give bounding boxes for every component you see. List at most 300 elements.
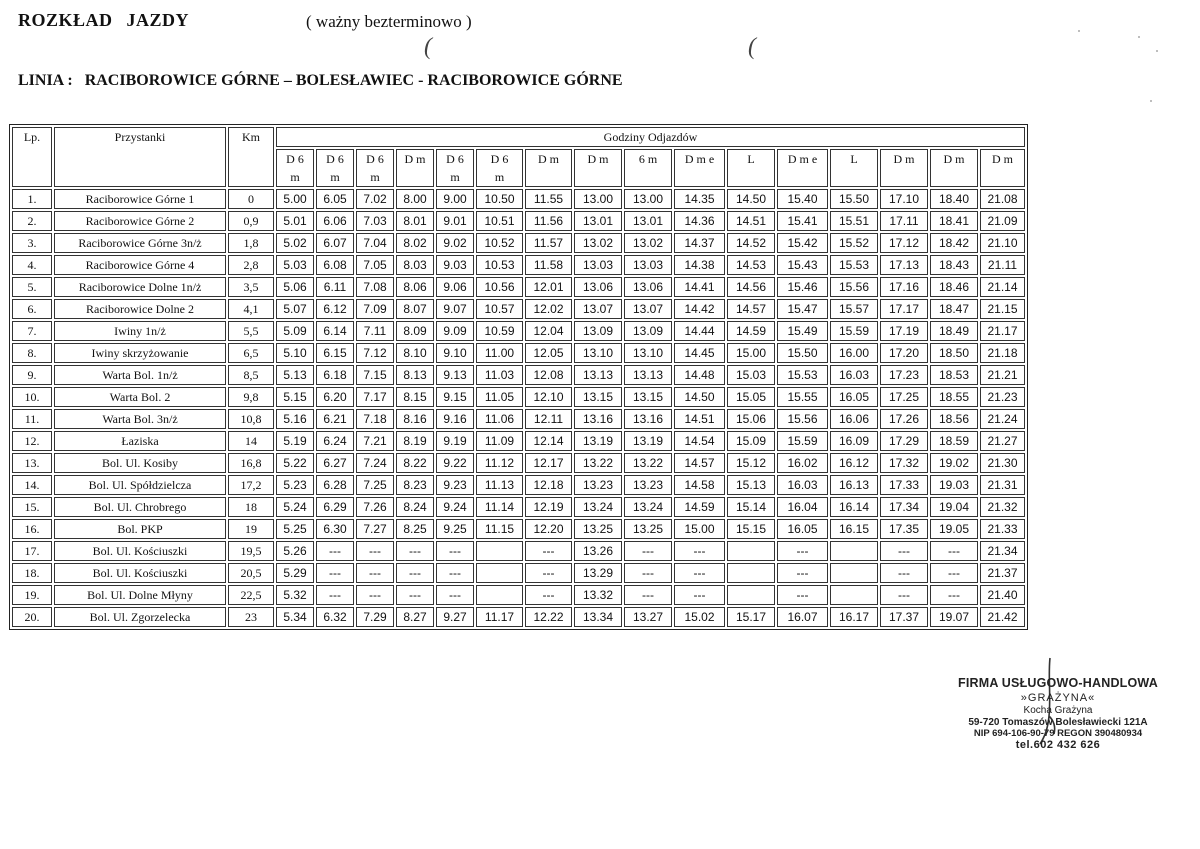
- departure-time: 15.50: [777, 343, 828, 363]
- stop-km: 0,9: [228, 211, 274, 231]
- departure-time: 13.23: [624, 475, 672, 495]
- validity-note: ( ważny bezterminowo ): [306, 12, 472, 31]
- scan-speck: [1156, 50, 1158, 52]
- table-row: [12, 519, 1025, 539]
- departure-time: ---: [356, 585, 394, 605]
- departure-time: ---: [525, 585, 572, 605]
- departure-time: ---: [777, 585, 828, 605]
- table-row: [12, 365, 1025, 385]
- departure-time: ---: [396, 585, 434, 605]
- course-header: [830, 149, 878, 187]
- departure-time: 17.29: [880, 431, 928, 451]
- departure-time: 5.16: [276, 409, 314, 429]
- departure-time: 12.02: [525, 299, 572, 319]
- departure-time: 21.17: [980, 321, 1025, 341]
- company-stamp: [958, 676, 1158, 751]
- departure-time: 17.33: [880, 475, 928, 495]
- departure-time: 17.26: [880, 409, 928, 429]
- departure-time: 16.12: [830, 453, 878, 473]
- departure-time: 11.15: [476, 519, 523, 539]
- departure-time: 11.12: [476, 453, 523, 473]
- departure-time: 17.11: [880, 211, 928, 231]
- departure-time: 13.23: [574, 475, 622, 495]
- departure-time: 5.13: [276, 365, 314, 385]
- departure-time: 15.51: [830, 211, 878, 231]
- departure-time: 16.17: [830, 607, 878, 627]
- departure-time: 16.14: [830, 497, 878, 517]
- departure-time: [727, 541, 775, 561]
- departure-time: 11.57: [525, 233, 572, 253]
- table-row: [12, 233, 1025, 253]
- departure-time: 15.09: [727, 431, 775, 451]
- departure-time: 16.05: [830, 387, 878, 407]
- departure-time: 8.27: [396, 607, 434, 627]
- departure-time: 13.07: [624, 299, 672, 319]
- departure-time: 8.06: [396, 277, 434, 297]
- stamp-address: 59-720 Tomaszów Bolesławiecki 121A: [968, 717, 1148, 728]
- departure-time: 21.24: [980, 409, 1025, 429]
- departure-time: 14.57: [727, 299, 775, 319]
- departure-time: 14.36: [674, 211, 725, 231]
- stop-name: Bol. PKP: [54, 519, 226, 539]
- departure-time: 14.42: [674, 299, 725, 319]
- departure-time: 10.53: [476, 255, 523, 275]
- departure-time: 16.06: [830, 409, 878, 429]
- stop-km: 3,5: [228, 277, 274, 297]
- departure-time: 13.01: [624, 211, 672, 231]
- departure-time: 8.22: [396, 453, 434, 473]
- departure-time: 21.18: [980, 343, 1025, 363]
- departure-time: 17.32: [880, 453, 928, 473]
- header-departures: Godziny Odjazdów: [276, 127, 1025, 147]
- departure-time: 7.11: [356, 321, 394, 341]
- departure-time: 5.34: [276, 607, 314, 627]
- departure-time: 15.15: [727, 519, 775, 539]
- departure-time: 7.02: [356, 189, 394, 209]
- course-header: [316, 149, 354, 187]
- course-header: [674, 149, 725, 187]
- course-code: D 6: [446, 152, 464, 166]
- departure-time: 5.07: [276, 299, 314, 319]
- row-number: 3.: [12, 233, 52, 253]
- departure-time: 5.23: [276, 475, 314, 495]
- row-number: 14.: [12, 475, 52, 495]
- departure-time: 13.29: [574, 563, 622, 583]
- stop-name: Bol. Ul. Kościuszki: [54, 541, 226, 561]
- course-header: [624, 149, 672, 187]
- departure-time: 19.05: [930, 519, 978, 539]
- row-number: 2.: [12, 211, 52, 231]
- departure-time: 21.32: [980, 497, 1025, 517]
- departure-time: ---: [674, 585, 725, 605]
- table-row: [12, 475, 1025, 495]
- departure-time: 11.55: [525, 189, 572, 209]
- departure-time: 15.57: [830, 299, 878, 319]
- row-number: 1.: [12, 189, 52, 209]
- departure-time: 9.03: [436, 255, 474, 275]
- departure-time: 7.09: [356, 299, 394, 319]
- stop-name: Raciborowice Dolne 2: [54, 299, 226, 319]
- departure-time: 15.49: [777, 321, 828, 341]
- departure-time: 12.08: [525, 365, 572, 385]
- departure-time: 18.46: [930, 277, 978, 297]
- stop-km: 4,1: [228, 299, 274, 319]
- departure-time: 13.06: [574, 277, 622, 297]
- departure-time: 9.23: [436, 475, 474, 495]
- departure-time: 21.09: [980, 211, 1025, 231]
- departure-time: 8.19: [396, 431, 434, 451]
- departure-time: 15.56: [777, 409, 828, 429]
- departure-time: 8.15: [396, 387, 434, 407]
- row-number: 7.: [12, 321, 52, 341]
- departure-time: 13.16: [574, 409, 622, 429]
- departure-time: 13.06: [624, 277, 672, 297]
- stop-name: Raciborowice Górne 2: [54, 211, 226, 231]
- stop-km: 14: [228, 431, 274, 451]
- departure-time: 8.09: [396, 321, 434, 341]
- departure-time: 8.00: [396, 189, 434, 209]
- departure-time: 11.13: [476, 475, 523, 495]
- departure-time: 13.02: [624, 233, 672, 253]
- departure-time: 15.50: [830, 189, 878, 209]
- departure-time: ---: [316, 541, 354, 561]
- departure-time: 14.45: [674, 343, 725, 363]
- departure-time: 5.00: [276, 189, 314, 209]
- course-header: [356, 149, 394, 187]
- departure-time: 21.11: [980, 255, 1025, 275]
- departure-time: 13.24: [574, 497, 622, 517]
- departure-time: 18.41: [930, 211, 978, 231]
- departure-time: 11.03: [476, 365, 523, 385]
- stop-km: 18: [228, 497, 274, 517]
- departure-time: 13.09: [574, 321, 622, 341]
- departure-time: 14.51: [727, 211, 775, 231]
- row-number: 10.: [12, 387, 52, 407]
- departure-time: 12.20: [525, 519, 572, 539]
- departure-time: 13.03: [574, 255, 622, 275]
- departure-time: ---: [624, 541, 672, 561]
- stop-name: Warta Bol. 1n/ż: [54, 365, 226, 385]
- stop-name: Warta Bol. 3n/ż: [54, 409, 226, 429]
- departure-time: 21.34: [980, 541, 1025, 561]
- departure-time: 11.06: [476, 409, 523, 429]
- stop-name: Bol. Ul. Zgorzelecka: [54, 607, 226, 627]
- course-code: D 6: [366, 152, 384, 166]
- departure-time: 13.22: [574, 453, 622, 473]
- departure-time: 6.07: [316, 233, 354, 253]
- departure-time: 13.13: [574, 365, 622, 385]
- stop-name: Raciborowice Górne 4: [54, 255, 226, 275]
- departure-time: 14.59: [727, 321, 775, 341]
- table-row: [12, 497, 1025, 517]
- departure-time: 21.10: [980, 233, 1025, 253]
- departure-time: 6.15: [316, 343, 354, 363]
- departure-time: 8.13: [396, 365, 434, 385]
- departure-time: 6.05: [316, 189, 354, 209]
- departure-time: 14.41: [674, 277, 725, 297]
- departure-time: ---: [930, 563, 978, 583]
- departure-time: 21.40: [980, 585, 1025, 605]
- departure-time: [476, 541, 523, 561]
- departure-time: 13.32: [574, 585, 622, 605]
- table-row: [12, 585, 1025, 605]
- departure-time: [476, 563, 523, 583]
- departure-time: 16.02: [777, 453, 828, 473]
- departure-time: 15.00: [727, 343, 775, 363]
- course-header: [476, 149, 523, 187]
- departure-time: 13.15: [624, 387, 672, 407]
- row-number: 18.: [12, 563, 52, 583]
- departure-time: ---: [436, 563, 474, 583]
- departure-time: 15.41: [777, 211, 828, 231]
- stop-name: Iwiny 1n/ż: [54, 321, 226, 341]
- departure-time: 18.42: [930, 233, 978, 253]
- departure-time: 10.59: [476, 321, 523, 341]
- stray-paren-mark-2: (: [748, 34, 756, 60]
- departure-time: 13.13: [624, 365, 672, 385]
- departure-time: 9.22: [436, 453, 474, 473]
- departure-time: 17.10: [880, 189, 928, 209]
- course-header: [880, 149, 928, 187]
- departure-time: 14.56: [727, 277, 775, 297]
- route-line: [18, 72, 623, 90]
- departure-time: 12.04: [525, 321, 572, 341]
- course-code: L: [850, 152, 858, 166]
- departure-time: 15.12: [727, 453, 775, 473]
- departure-time: ---: [624, 563, 672, 583]
- departure-time: 13.19: [574, 431, 622, 451]
- departure-time: 12.01: [525, 277, 572, 297]
- departure-time: 5.19: [276, 431, 314, 451]
- stamp-company-name: FIRMA USŁUGOWO-HANDLOWA: [958, 676, 1158, 690]
- departure-time: 5.22: [276, 453, 314, 473]
- row-number: 17.: [12, 541, 52, 561]
- departure-time: 12.14: [525, 431, 572, 451]
- stop-km: 1,8: [228, 233, 274, 253]
- departure-time: 15.59: [830, 321, 878, 341]
- course-header: [777, 149, 828, 187]
- departure-time: 15.56: [830, 277, 878, 297]
- departure-time: ---: [436, 585, 474, 605]
- departure-time: 6.12: [316, 299, 354, 319]
- departure-time: 6.14: [316, 321, 354, 341]
- departure-time: 15.43: [777, 255, 828, 275]
- course-code: D m: [943, 152, 965, 166]
- departure-time: 9.15: [436, 387, 474, 407]
- departure-time: 17.13: [880, 255, 928, 275]
- departure-time: 14.38: [674, 255, 725, 275]
- departure-time: 14.44: [674, 321, 725, 341]
- departure-time: 15.05: [727, 387, 775, 407]
- title-word-1: ROZKŁAD: [18, 10, 113, 30]
- stop-km: 16,8: [228, 453, 274, 473]
- course-code: D 6: [286, 152, 304, 166]
- course-header: [930, 149, 978, 187]
- departure-time: 12.05: [525, 343, 572, 363]
- departure-time: 21.21: [980, 365, 1025, 385]
- stop-name: Raciborowice Górne 1: [54, 189, 226, 209]
- departure-time: 6.24: [316, 431, 354, 451]
- departure-time: 15.00: [674, 519, 725, 539]
- departure-time: 15.52: [830, 233, 878, 253]
- departure-time: 7.08: [356, 277, 394, 297]
- table-row: [12, 277, 1025, 297]
- course-header: [980, 149, 1025, 187]
- stop-km: 20,5: [228, 563, 274, 583]
- departure-time: 7.27: [356, 519, 394, 539]
- departure-time: 16.09: [830, 431, 878, 451]
- departure-time: 13.03: [624, 255, 672, 275]
- departure-time: [830, 541, 878, 561]
- departure-time: 15.59: [777, 431, 828, 451]
- departure-time: ---: [930, 541, 978, 561]
- departure-time: 15.53: [830, 255, 878, 275]
- departure-time: 10.57: [476, 299, 523, 319]
- departure-time: 7.25: [356, 475, 394, 495]
- departure-time: 17.20: [880, 343, 928, 363]
- departure-time: 6.32: [316, 607, 354, 627]
- course-code: D m: [538, 152, 559, 166]
- departure-time: 5.03: [276, 255, 314, 275]
- departure-time: 12.18: [525, 475, 572, 495]
- departure-time: 17.12: [880, 233, 928, 253]
- course-code: L: [747, 152, 755, 166]
- departure-time: 5.26: [276, 541, 314, 561]
- table-row: [12, 299, 1025, 319]
- departure-time: 15.40: [777, 189, 828, 209]
- stop-km: 10,8: [228, 409, 274, 429]
- table-row: [12, 607, 1025, 627]
- departure-time: 12.19: [525, 497, 572, 517]
- departure-time: 17.35: [880, 519, 928, 539]
- row-number: 9.: [12, 365, 52, 385]
- departure-time: 13.27: [624, 607, 672, 627]
- route-line-name: RACIBOROWICE GÓRNE – BOLESŁAWIEC - RACIBOROWICE GÓRNE: [84, 72, 623, 89]
- departure-time: 18.47: [930, 299, 978, 319]
- departure-time: 5.09: [276, 321, 314, 341]
- departure-time: 7.29: [356, 607, 394, 627]
- row-number: 16.: [12, 519, 52, 539]
- departure-time: 18.40: [930, 189, 978, 209]
- departure-time: 14.35: [674, 189, 725, 209]
- departure-time: ---: [880, 585, 928, 605]
- departure-time: ---: [396, 541, 434, 561]
- row-number: 12.: [12, 431, 52, 451]
- course-header: [727, 149, 775, 187]
- departure-time: 13.24: [624, 497, 672, 517]
- departure-time: 16.03: [777, 475, 828, 495]
- course-code-suffix: m: [494, 170, 505, 184]
- departure-time: ---: [525, 541, 572, 561]
- departure-time: 7.03: [356, 211, 394, 231]
- stop-km: 17,2: [228, 475, 274, 495]
- departure-time: 19.04: [930, 497, 978, 517]
- departure-time: 8.23: [396, 475, 434, 495]
- row-number: 19.: [12, 585, 52, 605]
- departure-time: 21.27: [980, 431, 1025, 451]
- departure-time: 9.16: [436, 409, 474, 429]
- departure-time: ---: [525, 563, 572, 583]
- departure-time: 5.01: [276, 211, 314, 231]
- departure-time: 15.55: [777, 387, 828, 407]
- course-code: D m e: [684, 152, 715, 166]
- course-header: [276, 149, 314, 187]
- departure-time: 7.24: [356, 453, 394, 473]
- departure-time: 8.10: [396, 343, 434, 363]
- departure-time: ---: [396, 563, 434, 583]
- departure-time: 21.08: [980, 189, 1025, 209]
- stop-name: Warta Bol. 2: [54, 387, 226, 407]
- departure-time: 9.02: [436, 233, 474, 253]
- header-km: Km: [228, 127, 274, 187]
- departure-time: 13.19: [624, 431, 672, 451]
- departure-time: 14.37: [674, 233, 725, 253]
- departure-time: ---: [356, 563, 394, 583]
- departure-time: 16.07: [777, 607, 828, 627]
- departure-time: 21.14: [980, 277, 1025, 297]
- title-word-2: JAZDY: [126, 10, 190, 30]
- departure-time: 15.47: [777, 299, 828, 319]
- departure-time: 21.30: [980, 453, 1025, 473]
- departure-time: 15.46: [777, 277, 828, 297]
- departure-time: 9.10: [436, 343, 474, 363]
- course-code: D m: [404, 152, 426, 166]
- stop-km: 6,5: [228, 343, 274, 363]
- departure-time: 15.13: [727, 475, 775, 495]
- departure-time: 7.18: [356, 409, 394, 429]
- course-code: D m: [893, 152, 915, 166]
- departure-time: 14.58: [674, 475, 725, 495]
- departure-time: 17.19: [880, 321, 928, 341]
- departure-time: ---: [674, 541, 725, 561]
- departure-time: 13.02: [574, 233, 622, 253]
- departure-time: ---: [316, 563, 354, 583]
- course-header: [525, 149, 572, 187]
- course-header: [574, 149, 622, 187]
- departure-time: 16.03: [830, 365, 878, 385]
- table-row: [12, 453, 1025, 473]
- departure-time: 13.25: [574, 519, 622, 539]
- departure-time: 9.19: [436, 431, 474, 451]
- departure-time: 18.43: [930, 255, 978, 275]
- departure-time: 12.22: [525, 607, 572, 627]
- departure-time: 6.11: [316, 277, 354, 297]
- departure-time: 8.24: [396, 497, 434, 517]
- departure-time: 21.23: [980, 387, 1025, 407]
- row-number: 4.: [12, 255, 52, 275]
- departure-time: 5.24: [276, 497, 314, 517]
- departure-time: 11.14: [476, 497, 523, 517]
- stop-km: 8,5: [228, 365, 274, 385]
- departure-time: 5.29: [276, 563, 314, 583]
- course-code: D 6: [490, 152, 509, 166]
- departure-time: 18.55: [930, 387, 978, 407]
- timetable-body: [12, 189, 1025, 627]
- stop-km: 5,5: [228, 321, 274, 341]
- table-row: [12, 563, 1025, 583]
- departure-time: 21.15: [980, 299, 1025, 319]
- departure-time: 17.34: [880, 497, 928, 517]
- departure-time: [830, 563, 878, 583]
- departure-time: 10.56: [476, 277, 523, 297]
- departure-time: 9.24: [436, 497, 474, 517]
- departure-time: 21.33: [980, 519, 1025, 539]
- departure-time: 6.30: [316, 519, 354, 539]
- departure-time: 19.03: [930, 475, 978, 495]
- departure-time: 16.13: [830, 475, 878, 495]
- departure-time: 9.09: [436, 321, 474, 341]
- stamp-nip-regon: NIP 694-106-90-79 REGON 390480934: [973, 728, 1143, 739]
